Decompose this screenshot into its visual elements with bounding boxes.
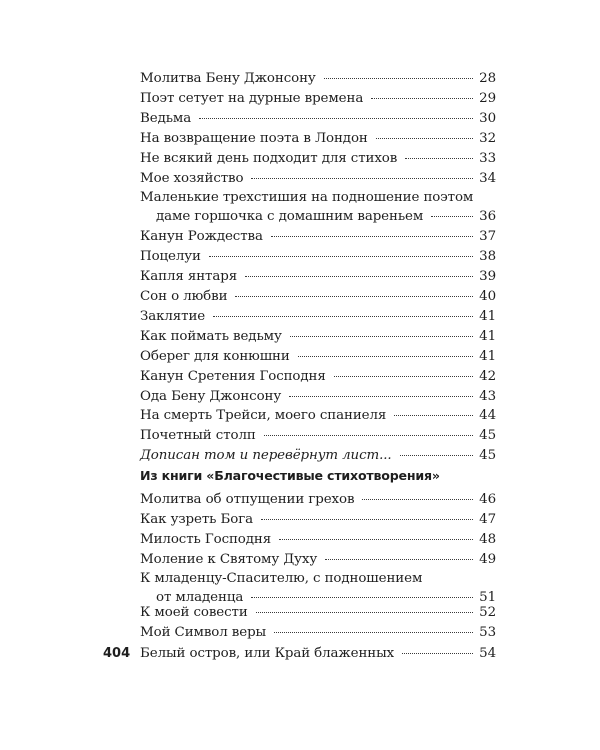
entry-title: Молитва об отпущении грехов — [140, 492, 355, 507]
entry-page: 54 — [479, 646, 496, 661]
leader-dots — [261, 519, 473, 520]
entry-title: Молитва Бену Джонсону — [140, 71, 316, 86]
entry-page: 41 — [479, 329, 496, 344]
leader-dots — [209, 256, 473, 257]
leader-dots — [324, 78, 473, 79]
toc-entry — [140, 368, 496, 385]
leader-dots — [289, 396, 473, 397]
entry-title: Маленькие трехстишия на подношение поэтом — [140, 190, 474, 205]
toc-entry-multiline — [140, 189, 496, 225]
toc-entry — [140, 551, 496, 568]
toc-entry — [140, 645, 496, 662]
entry-title: Ода Бену Джонсону — [140, 389, 282, 404]
toc-entry — [140, 531, 496, 548]
leader-dots — [290, 336, 473, 337]
entry-title-continued: даме горшочка с домашним вареньем — [156, 209, 424, 224]
entry-page: 53 — [479, 625, 496, 640]
entry-page: 38 — [479, 249, 496, 264]
toc-entry — [140, 427, 496, 444]
leader-dots — [235, 296, 473, 297]
entry-title: Заклятие — [140, 309, 206, 324]
toc-entry — [140, 624, 496, 641]
entry-page: 43 — [479, 389, 496, 404]
toc-entry-multiline — [140, 570, 496, 606]
entry-page: 42 — [479, 369, 496, 384]
entry-title: Капля янтаря — [140, 269, 238, 284]
toc-entry — [140, 511, 496, 528]
entry-page: 52 — [479, 605, 496, 620]
entry-page: 45 — [479, 428, 496, 443]
toc-entry — [140, 70, 496, 87]
leader-dots — [274, 632, 473, 633]
entry-title: Поэт сетует на дурные времена — [140, 91, 364, 106]
toc-entry — [140, 308, 496, 325]
leader-dots — [298, 356, 473, 357]
leader-dots — [402, 653, 473, 654]
toc-entry — [140, 228, 496, 245]
entry-title: Милость Господня — [140, 532, 272, 547]
entry-title: Почетный столп — [140, 428, 256, 443]
entry-title: Белый остров, или Край блаженных — [140, 646, 395, 661]
entry-page: 46 — [479, 492, 496, 507]
entry-title: Ведьма — [140, 111, 192, 126]
leader-dots — [251, 597, 473, 598]
entry-title: Моление к Святому Духу — [140, 552, 318, 567]
toc-entry — [140, 348, 496, 365]
leader-dots — [400, 455, 474, 456]
leader-dots — [405, 158, 473, 159]
entry-page: 34 — [479, 171, 496, 186]
leader-dots — [362, 499, 473, 500]
entry-page: 47 — [479, 512, 496, 527]
entry-page: 49 — [479, 552, 496, 567]
leader-dots — [245, 276, 473, 277]
toc-entry — [140, 288, 496, 305]
toc-entry — [140, 388, 496, 405]
entry-title: Канун Сретения Господня — [140, 369, 326, 384]
leader-dots — [376, 138, 473, 139]
entry-title: Поцелуи — [140, 249, 201, 264]
leader-dots — [371, 98, 473, 99]
leader-dots — [279, 539, 473, 540]
toc-entry — [140, 604, 496, 621]
toc-entry — [140, 447, 496, 464]
entry-page: 33 — [479, 151, 496, 166]
entry-page: 29 — [479, 91, 496, 106]
leader-dots — [213, 316, 473, 317]
entry-page: 39 — [479, 269, 496, 284]
entry-page: 48 — [479, 532, 496, 547]
entry-title: Не всякий день подходит для стихов — [140, 151, 398, 166]
leader-dots — [251, 178, 473, 179]
entry-page: 40 — [479, 289, 496, 304]
entry-page: 41 — [479, 349, 496, 364]
entry-title: Оберег для конюшни — [140, 349, 290, 364]
toc-entry — [140, 110, 496, 127]
leader-dots — [334, 376, 473, 377]
leader-dots — [394, 415, 473, 416]
entry-title: На смерть Трейси, моего спаниеля — [140, 408, 387, 423]
entry-page: 44 — [479, 408, 496, 423]
toc-entry — [140, 150, 496, 167]
toc-entry — [140, 407, 496, 424]
entry-title: Сон о любви — [140, 289, 228, 304]
entry-page: 45 — [479, 448, 496, 463]
entry-title-continued: от младенца — [156, 590, 244, 605]
entry-title: Мое хозяйство — [140, 171, 244, 186]
toc-entry — [140, 491, 496, 508]
leader-dots — [256, 612, 473, 613]
entry-page: 28 — [479, 71, 496, 86]
toc-entry — [140, 268, 496, 285]
toc-entry — [140, 90, 496, 107]
section-heading: Из книги «Благочестивые стихотворения» — [140, 468, 440, 483]
toc-entry — [140, 248, 496, 265]
leader-dots — [264, 435, 473, 436]
leader-dots — [199, 118, 473, 119]
entry-title: К младенцу-Спасителю, с подношением — [140, 571, 423, 586]
entry-title: К моей совести — [140, 605, 248, 620]
entry-page: 51 — [479, 590, 496, 605]
toc-entry — [140, 170, 496, 187]
entry-title: Как узреть Бога — [140, 512, 254, 527]
leader-dots — [431, 216, 473, 217]
toc-entry — [140, 130, 496, 147]
entry-page: 32 — [479, 131, 496, 146]
toc-entry — [140, 328, 496, 345]
entry-page: 36 — [479, 209, 496, 224]
entry-page: 37 — [479, 229, 496, 244]
entry-title: Как поймать ведьму — [140, 329, 282, 344]
leader-dots — [271, 236, 473, 237]
entry-page: 30 — [479, 111, 496, 126]
entry-page: 41 — [479, 309, 496, 324]
leader-dots — [325, 559, 473, 560]
entry-title: На возвращение поэта в Лондон — [140, 131, 368, 146]
page-number: 404 — [103, 646, 131, 661]
entry-title: Мой Символ веры — [140, 625, 267, 640]
entry-title: Дописан том и перевёрнут лист... — [140, 448, 392, 463]
entry-title: Канун Рождества — [140, 229, 263, 244]
